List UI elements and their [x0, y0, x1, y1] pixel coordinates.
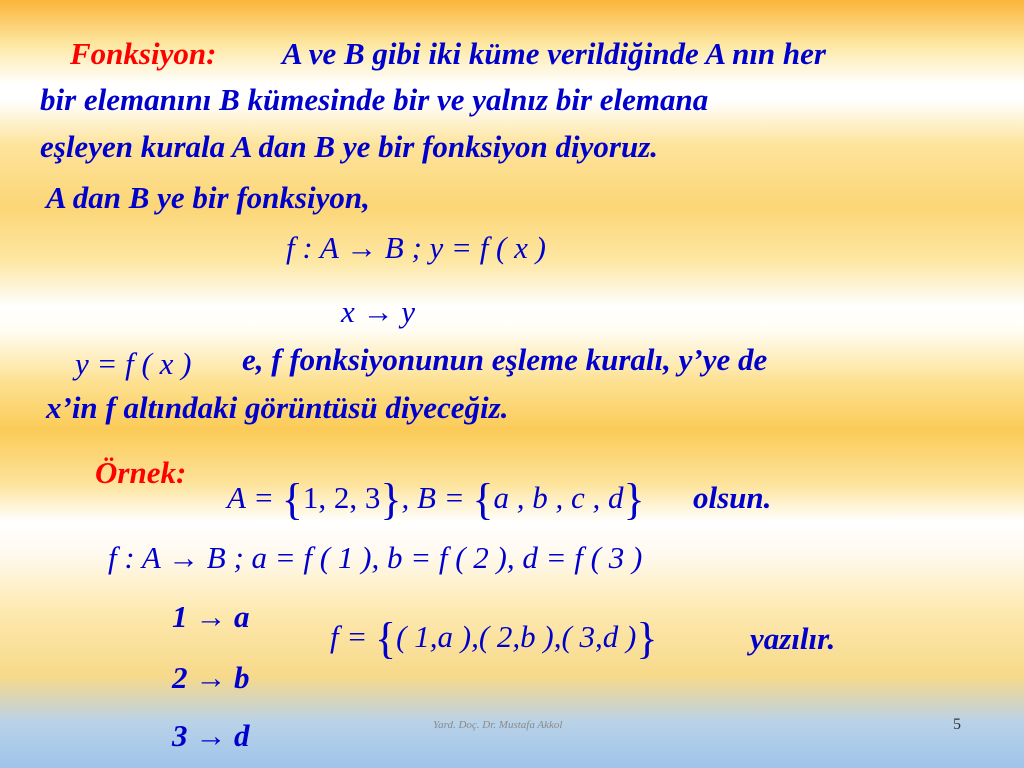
page-number: 5 [953, 716, 961, 733]
set-a-label: A = [227, 480, 282, 515]
open-brace: { [281, 475, 303, 524]
close-brace: } [636, 614, 658, 663]
close-brace: } [623, 475, 645, 524]
rule-equation: y = f ( x ) [75, 346, 192, 381]
mapping-1-to-a: 1 → a [172, 599, 250, 634]
function-set-notation [330, 614, 658, 663]
definition-line-3: eşleyen kurala A dan B ye bir fonksiyon diyoruz. [40, 129, 659, 164]
set-a-elements: 1, 2, 3 [302, 480, 381, 515]
open-brace: { [375, 614, 397, 663]
definition-line-1: A ve B gibi iki küme verildiğinde A nın her [282, 36, 826, 71]
f-set-prefix: f = [330, 619, 376, 654]
rule-text-1: e, f fonksiyonunun eşleme kuralı, y’ye de [242, 342, 768, 377]
definition-line-2: bir elemanını B kümesinde bir ve yalnız bir elemana [40, 82, 709, 117]
yazilir-text: yazılır. [750, 621, 836, 656]
set-definitions [227, 475, 645, 524]
example-label: Örnek: [95, 455, 187, 490]
footer-author: Yard. Doç. Dr. Mustafa Akkol [433, 719, 563, 731]
set-b-elements: a , b , c , d [493, 480, 624, 515]
set-b-label: , B = [401, 480, 473, 515]
open-brace: { [472, 475, 494, 524]
definition-line-4: A dan B ye bir fonksiyon, [46, 180, 370, 215]
mapping-x-to-y: x → y [341, 294, 416, 329]
mapping-2-to-b: 2 → b [172, 660, 250, 695]
example-function-line: f : A → B ; a = f ( 1 ), b = f ( 2 ), d = f ( 3 ) [108, 540, 643, 575]
rule-text-2: x’in f altındaki görüntüsü diyeceğiz. [46, 390, 509, 425]
close-brace: } [380, 475, 402, 524]
mapping-3-to-d: 3 → d [172, 718, 250, 753]
definition-label: Fonksiyon: [70, 36, 217, 71]
f-set-elements: ( 1,a ),( 2,b ),( 3,d ) [396, 619, 637, 654]
olsun-text: olsun. [693, 480, 772, 515]
function-definition-formula: f : A → B ; y = f ( x ) [286, 230, 546, 265]
